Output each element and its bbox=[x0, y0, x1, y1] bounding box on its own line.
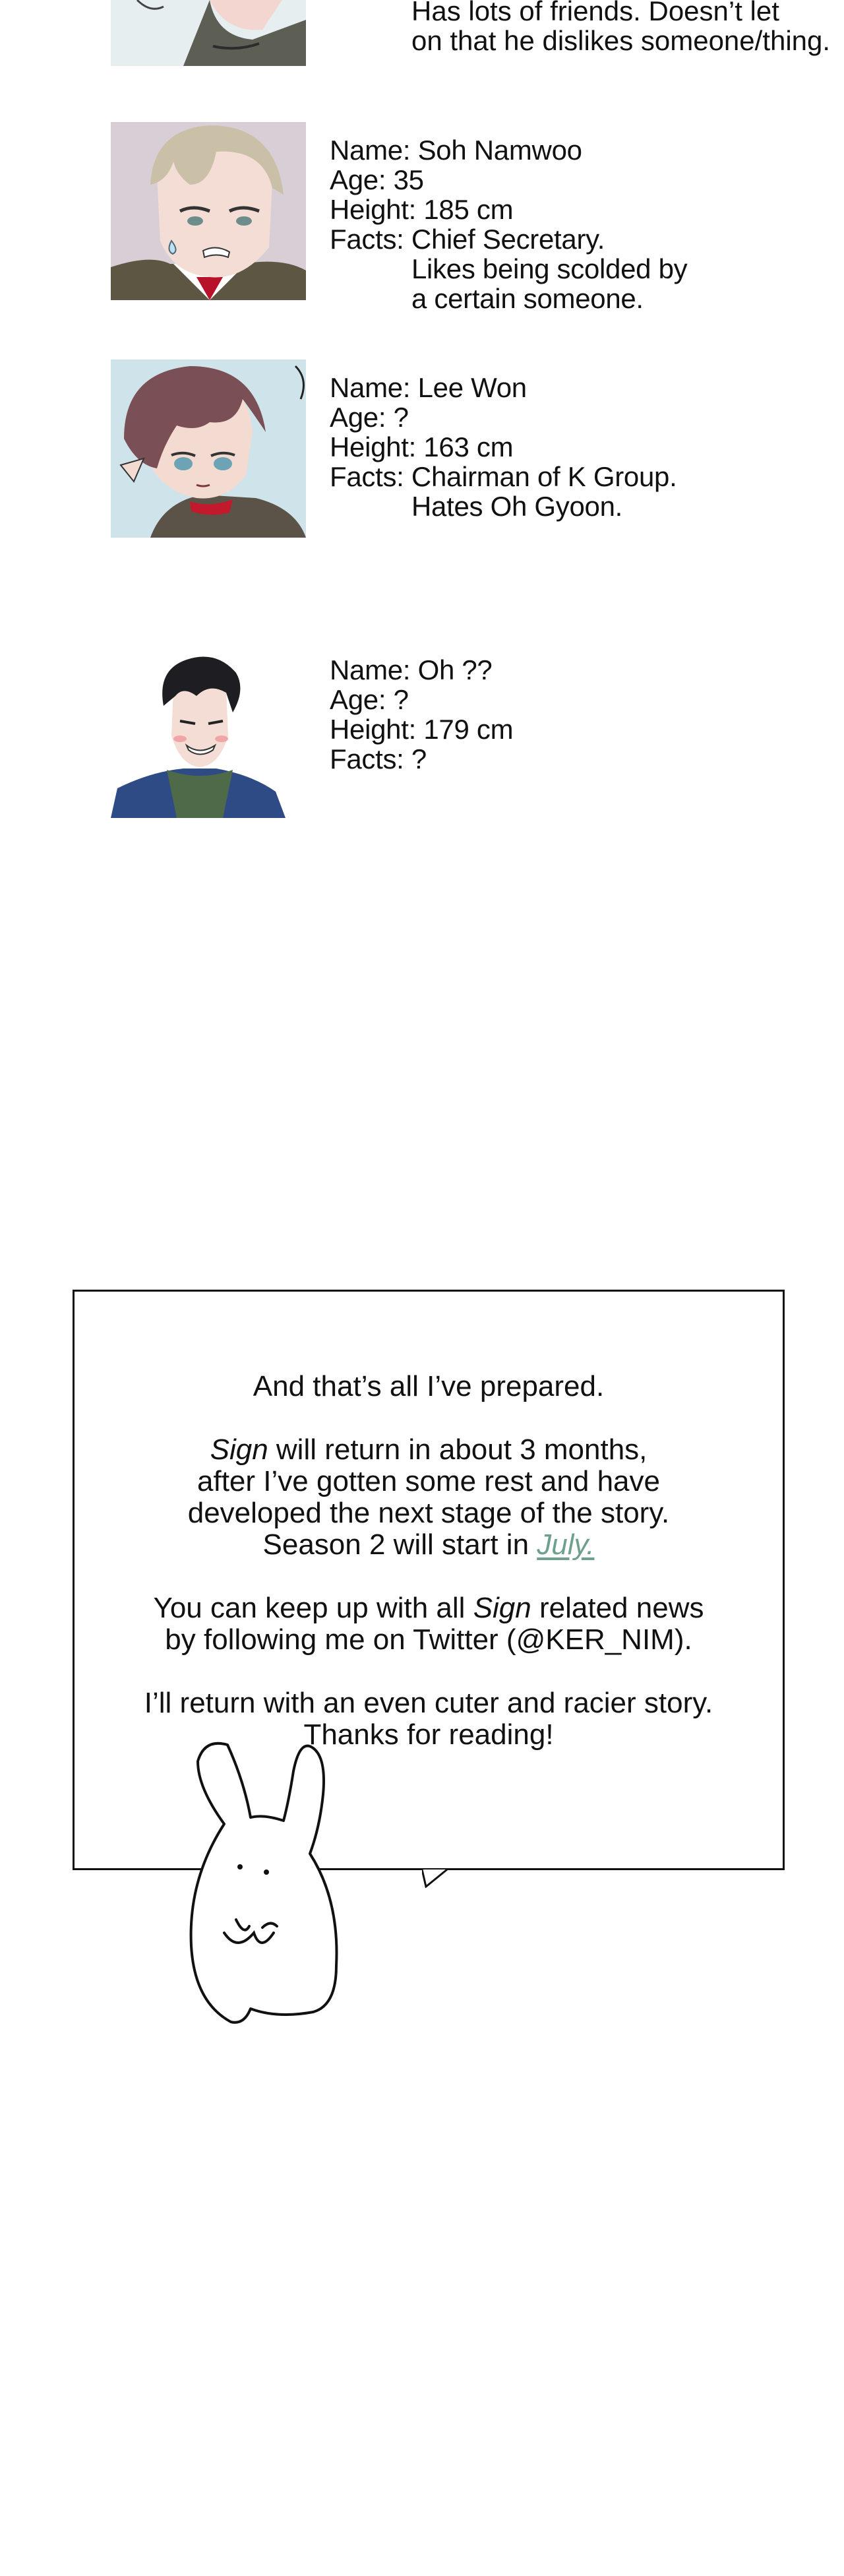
note-paragraph bbox=[75, 1434, 783, 1561]
oh-portrait bbox=[111, 650, 286, 818]
oh-profile bbox=[330, 655, 513, 774]
note-paragraph bbox=[75, 1592, 783, 1656]
note-text: Season 2 will start in bbox=[262, 1528, 537, 1561]
profile-height: Height: 179 cm bbox=[330, 714, 514, 745]
note-line: I’ll return with an even cuter and racier story. bbox=[144, 1687, 713, 1719]
profile-facts: Facts: Chief Secretary. bbox=[330, 224, 605, 255]
profile-height: Height: 185 cm bbox=[330, 194, 514, 225]
note-line bbox=[75, 1592, 783, 1624]
profile-facts-continued: a certain someone. bbox=[411, 283, 644, 314]
series-title: Sign bbox=[210, 1433, 268, 1466]
lee-won-portrait bbox=[111, 360, 306, 538]
profile-age: Age: ? bbox=[330, 402, 409, 433]
soh-namwoo-profile bbox=[330, 135, 687, 313]
facts-line: on that he dislikes someone/thing. bbox=[411, 25, 831, 56]
profile-height: Height: 163 cm bbox=[330, 431, 514, 462]
note-line: developed the next stage of the story. bbox=[187, 1497, 670, 1529]
profile-facts-continued: Likes being scolded by bbox=[411, 253, 688, 284]
profile-age: Age: ? bbox=[330, 684, 409, 715]
author-note-text bbox=[75, 1371, 783, 1782]
lee-won-profile bbox=[330, 373, 677, 521]
note-line: Thanks for reading! bbox=[303, 1718, 554, 1751]
note-text: will return in about 3 months, bbox=[268, 1433, 648, 1466]
series-title: Sign bbox=[473, 1592, 531, 1624]
soh-namwoo-portrait bbox=[111, 122, 306, 300]
profile-name: Name: Lee Won bbox=[330, 372, 527, 403]
note-text: You can keep up with all bbox=[153, 1592, 473, 1624]
profile-facts: Facts: ? bbox=[330, 743, 427, 774]
profile-age: Age: 35 bbox=[330, 164, 424, 195]
note-line: And that’s all I’ve prepared. bbox=[253, 1370, 605, 1402]
profile-facts-continued: Hates Oh Gyoon. bbox=[411, 491, 622, 522]
bunny-icon bbox=[178, 1735, 356, 2025]
profile-name: Name: Soh Namwoo bbox=[330, 135, 582, 166]
note-line: by following me on Twitter (@KER_NIM). bbox=[165, 1623, 692, 1656]
note-line: after I’ve gotten some rest and have bbox=[197, 1465, 660, 1497]
profile-name: Name: Oh ?? bbox=[330, 654, 493, 685]
profile-facts: Facts: Chairman of K Group. bbox=[330, 461, 677, 492]
note-text: related news bbox=[531, 1592, 704, 1624]
previous-character-portrait bbox=[111, 0, 306, 66]
note-line bbox=[75, 1529, 783, 1561]
note-paragraph bbox=[75, 1371, 783, 1402]
previous-character-facts bbox=[411, 0, 830, 55]
facts-line: Has lots of friends. Doesn’t let bbox=[411, 0, 779, 26]
speech-bubble-tail bbox=[422, 1868, 462, 1888]
note-line bbox=[75, 1434, 783, 1466]
july-link[interactable]: July. bbox=[537, 1528, 595, 1561]
